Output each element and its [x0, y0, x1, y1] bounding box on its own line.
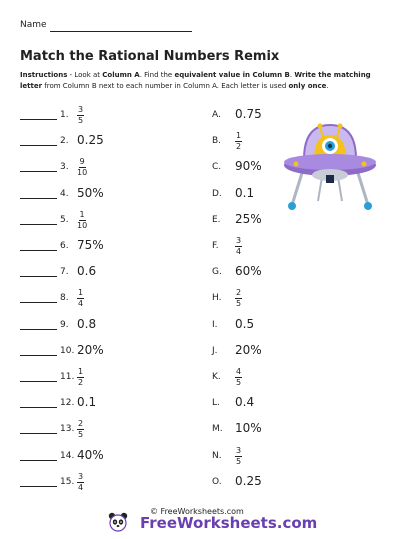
footer-copyright: © FreeWorksheets.com — [150, 507, 244, 516]
question-value: 40% — [77, 447, 104, 462]
fraction — [235, 447, 242, 466]
fraction — [235, 237, 242, 256]
alien-ufo-illustration — [282, 113, 378, 213]
fraction — [235, 289, 242, 308]
question-number: 11. — [60, 372, 75, 382]
question-number: 12. — [60, 398, 75, 409]
question-number: 2. — [60, 136, 69, 147]
question-value — [77, 473, 84, 492]
instructions-text: . Find the — [139, 71, 175, 79]
answer-value: 0.25 — [235, 473, 262, 488]
question-value: 0.1 — [77, 395, 97, 410]
panda-logo-icon — [108, 512, 128, 532]
answer-letter: E. — [212, 214, 221, 225]
answer-value: 0.1 — [235, 185, 255, 200]
footer-logo-text: FreeWorksheets.com — [140, 514, 318, 532]
fraction — [77, 289, 84, 308]
answer-value: 10% — [235, 421, 262, 436]
answer-blank[interactable] — [20, 407, 57, 408]
question-number: 6. — [60, 241, 69, 251]
fraction-numerator: 3 — [78, 471, 84, 481]
answer-value: 0.5 — [235, 316, 255, 331]
fraction-denominator: 4 — [236, 247, 242, 256]
fraction-numerator: 1 — [78, 288, 84, 298]
answer-value — [235, 289, 242, 308]
fraction — [235, 368, 242, 387]
instructions — [20, 70, 372, 92]
question-value — [77, 420, 84, 439]
instructions-text: . — [326, 82, 329, 90]
answer-blank[interactable] — [20, 302, 57, 303]
question-number: 10. — [60, 345, 75, 356]
question-value: 0.25 — [77, 133, 104, 148]
answer-letter: K. — [212, 372, 221, 382]
answer-letter: I. — [212, 319, 218, 330]
answer-letter: B. — [212, 136, 222, 147]
answer-blank[interactable] — [20, 433, 57, 434]
question-value: 20% — [77, 342, 104, 357]
question-number: 3. — [60, 162, 69, 173]
fraction — [77, 106, 84, 125]
answer-value: 25% — [235, 211, 262, 226]
instructions-text: from Column B next to each number in Column A. Each letter is used — [42, 82, 289, 90]
fraction-denominator: 4 — [78, 482, 84, 492]
fraction-numerator: 3 — [236, 236, 242, 245]
instructions-write: Write the matching letter — [20, 71, 371, 90]
fraction-numerator: 2 — [236, 288, 242, 298]
answer-value — [235, 447, 242, 466]
answer-value: 0.75 — [235, 107, 262, 121]
instructions-col-a: Column A — [102, 71, 140, 79]
answer-blank[interactable] — [20, 329, 57, 330]
fraction-denominator: 5 — [78, 116, 84, 125]
answer-blank[interactable] — [20, 486, 57, 487]
fraction-denominator: 10 — [77, 168, 88, 178]
question-number: 8. — [60, 293, 69, 304]
fraction-denominator: 5 — [78, 430, 84, 440]
question-number: 15. — [60, 476, 75, 487]
fraction — [77, 368, 84, 387]
fraction-numerator: 1 — [236, 131, 242, 141]
name-label: Name — [20, 20, 47, 30]
answer-blank[interactable] — [20, 224, 57, 225]
answer-blank[interactable] — [20, 198, 57, 199]
question-number: 9. — [60, 319, 69, 330]
instructions-text: - Look at — [67, 71, 103, 79]
fraction — [235, 132, 242, 151]
answer-letter: M. — [212, 424, 223, 435]
fraction-denominator: 5 — [236, 299, 242, 309]
fraction-numerator: 1 — [78, 367, 84, 376]
answer-value: 90% — [235, 159, 262, 174]
question-value — [77, 368, 84, 387]
question-number: 1. — [60, 110, 69, 120]
question-value — [77, 158, 87, 177]
answer-blank[interactable] — [20, 460, 57, 461]
question-value: 0.6 — [77, 264, 97, 279]
answer-letter: H. — [212, 293, 222, 304]
question-number: 14. — [60, 450, 75, 461]
answer-value: 60% — [235, 264, 262, 279]
instructions-once: only once — [288, 82, 327, 90]
question-value — [77, 289, 84, 308]
question-value: 0.8 — [77, 316, 97, 331]
answer-blank[interactable] — [20, 171, 57, 172]
question-number: 5. — [60, 214, 69, 225]
fraction — [77, 158, 87, 177]
answer-blank[interactable] — [20, 145, 57, 146]
answer-value — [235, 237, 242, 256]
fraction-numerator: 4 — [236, 367, 242, 376]
fraction — [77, 420, 84, 439]
answer-letter: O. — [212, 476, 222, 487]
fraction-denominator: 2 — [236, 142, 242, 152]
answer-value: 20% — [235, 342, 262, 357]
answer-blank[interactable] — [20, 381, 57, 382]
fraction-denominator: 4 — [78, 299, 84, 309]
answer-value: 0.4 — [235, 395, 255, 410]
fraction-numerator: 3 — [78, 105, 84, 114]
answer-blank[interactable] — [20, 355, 57, 356]
answer-value — [235, 368, 242, 387]
fraction-numerator: 9 — [79, 157, 85, 167]
question-number: 13. — [60, 424, 75, 435]
fraction-numerator: 3 — [236, 445, 242, 455]
question-number: 4. — [60, 188, 69, 199]
fraction — [77, 211, 87, 230]
instructions-text: . — [289, 71, 295, 79]
fraction-denominator: 10 — [77, 220, 88, 230]
answer-letter: L. — [212, 398, 220, 409]
fraction-numerator: 2 — [78, 419, 84, 429]
instructions-lead: Instructions — [20, 71, 68, 79]
answer-value — [235, 132, 242, 151]
answer-letter: C. — [212, 162, 222, 173]
question-value: 50% — [77, 185, 104, 200]
answer-letter: D. — [212, 188, 222, 199]
question-value — [77, 106, 84, 125]
answer-blank[interactable] — [20, 276, 57, 277]
answer-letter: J. — [212, 345, 218, 356]
instructions-equiv: equivalent value in Column B — [174, 71, 290, 79]
fraction-denominator: 2 — [78, 378, 84, 387]
question-value — [77, 211, 87, 230]
fraction-numerator: 1 — [79, 209, 85, 219]
answer-letter: A. — [212, 110, 221, 120]
answer-blank[interactable] — [20, 250, 57, 251]
fraction-denominator: 5 — [236, 378, 242, 387]
answer-letter: G. — [212, 267, 222, 278]
fraction — [77, 473, 84, 492]
answer-blank[interactable] — [20, 119, 57, 120]
question-number: 7. — [60, 267, 69, 278]
worksheet-title: Match the Rational Numbers Remix — [20, 49, 280, 64]
name-field-line[interactable] — [50, 31, 192, 32]
answer-letter: N. — [212, 450, 222, 461]
answer-letter: F. — [212, 241, 219, 251]
fraction-denominator: 5 — [236, 456, 242, 466]
question-value: 75% — [77, 238, 104, 252]
